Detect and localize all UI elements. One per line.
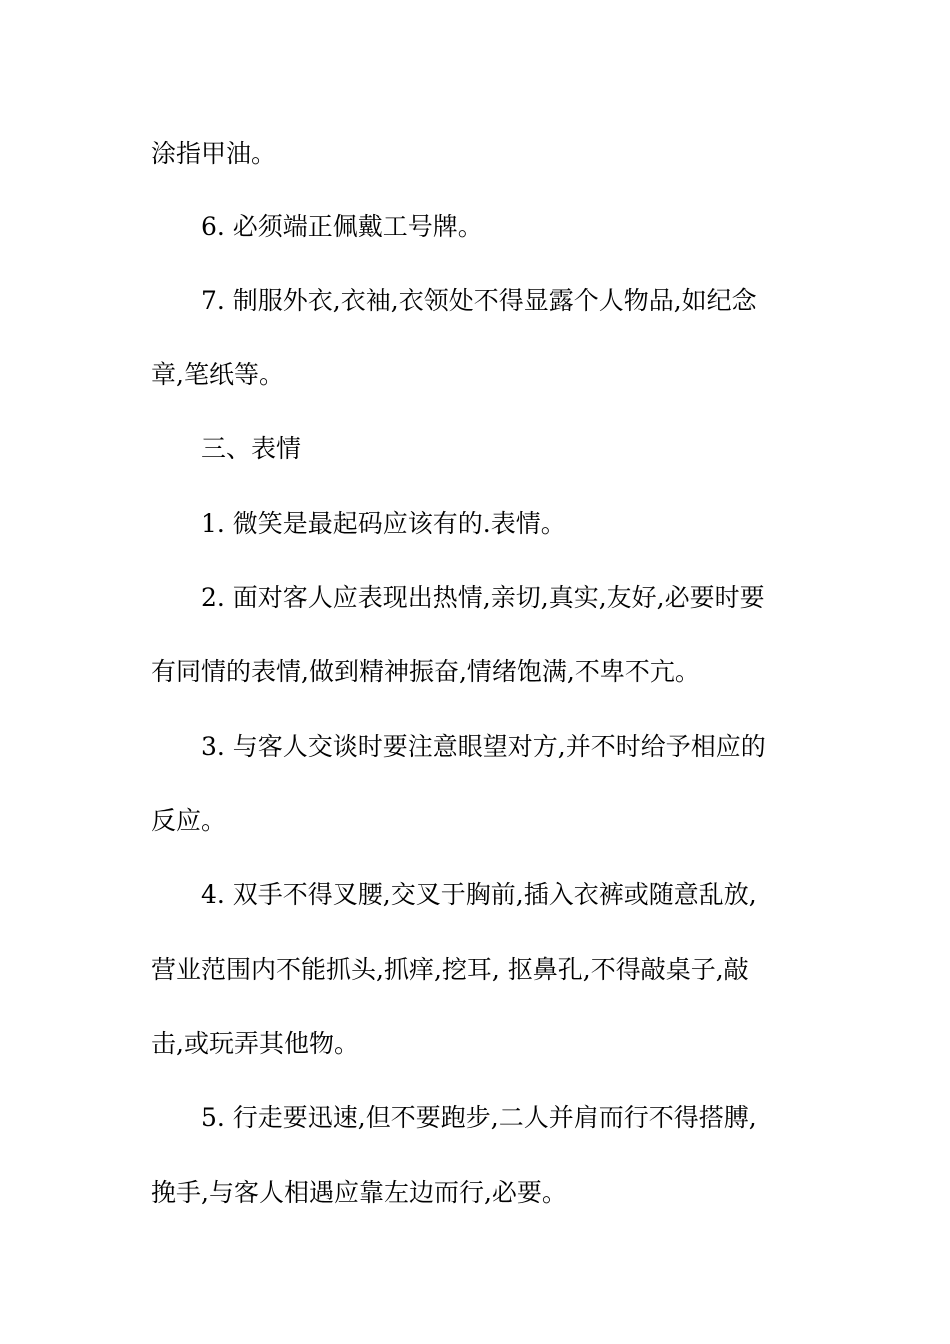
list-item-5-continued: 挽手,与客人相遇应靠左边而行,必要。 [151, 1178, 567, 1207]
list-item-4-continued-2: 击,或玩弄其他物。 [151, 1029, 359, 1058]
section-heading-expression: 三、表情 [201, 434, 302, 463]
list-item-5: 5. 行走要迅速,但不要跑步,二人并肩而行不得搭膊, [201, 1103, 757, 1132]
list-item-7-continued: 章,笔纸等。 [151, 360, 284, 389]
list-item-2: 2. 面对客人应表现出热情,亲切,真实,友好,必要时要 [201, 583, 765, 612]
list-item-4-continued: 营业范围内不能抓头,抓痒,挖耳, 抠鼻孔,不得敲桌子,敲 [151, 955, 749, 984]
list-item-3: 3. 与客人交谈时要注意眼望对方,并不时给予相应的 [201, 732, 766, 761]
text-line-1: 涂指甲油。 [151, 139, 277, 168]
list-item-4: 4. 双手不得叉腰,交叉于胸前,插入衣裤或随意乱放, [201, 880, 757, 909]
list-item-7: 7. 制服外衣,衣袖,衣领处不得显露个人物品,如纪念 [201, 286, 757, 315]
list-item-3-continued: 反应。 [151, 806, 227, 835]
list-item-2-continued: 有同情的表情,做到精神振奋,情绪饱满,不卑不亢。 [151, 657, 700, 686]
list-item-1: 1. 微笑是最起码应该有的.表情。 [201, 509, 566, 538]
list-item-6: 6. 必须端正佩戴工号牌。 [201, 212, 483, 241]
